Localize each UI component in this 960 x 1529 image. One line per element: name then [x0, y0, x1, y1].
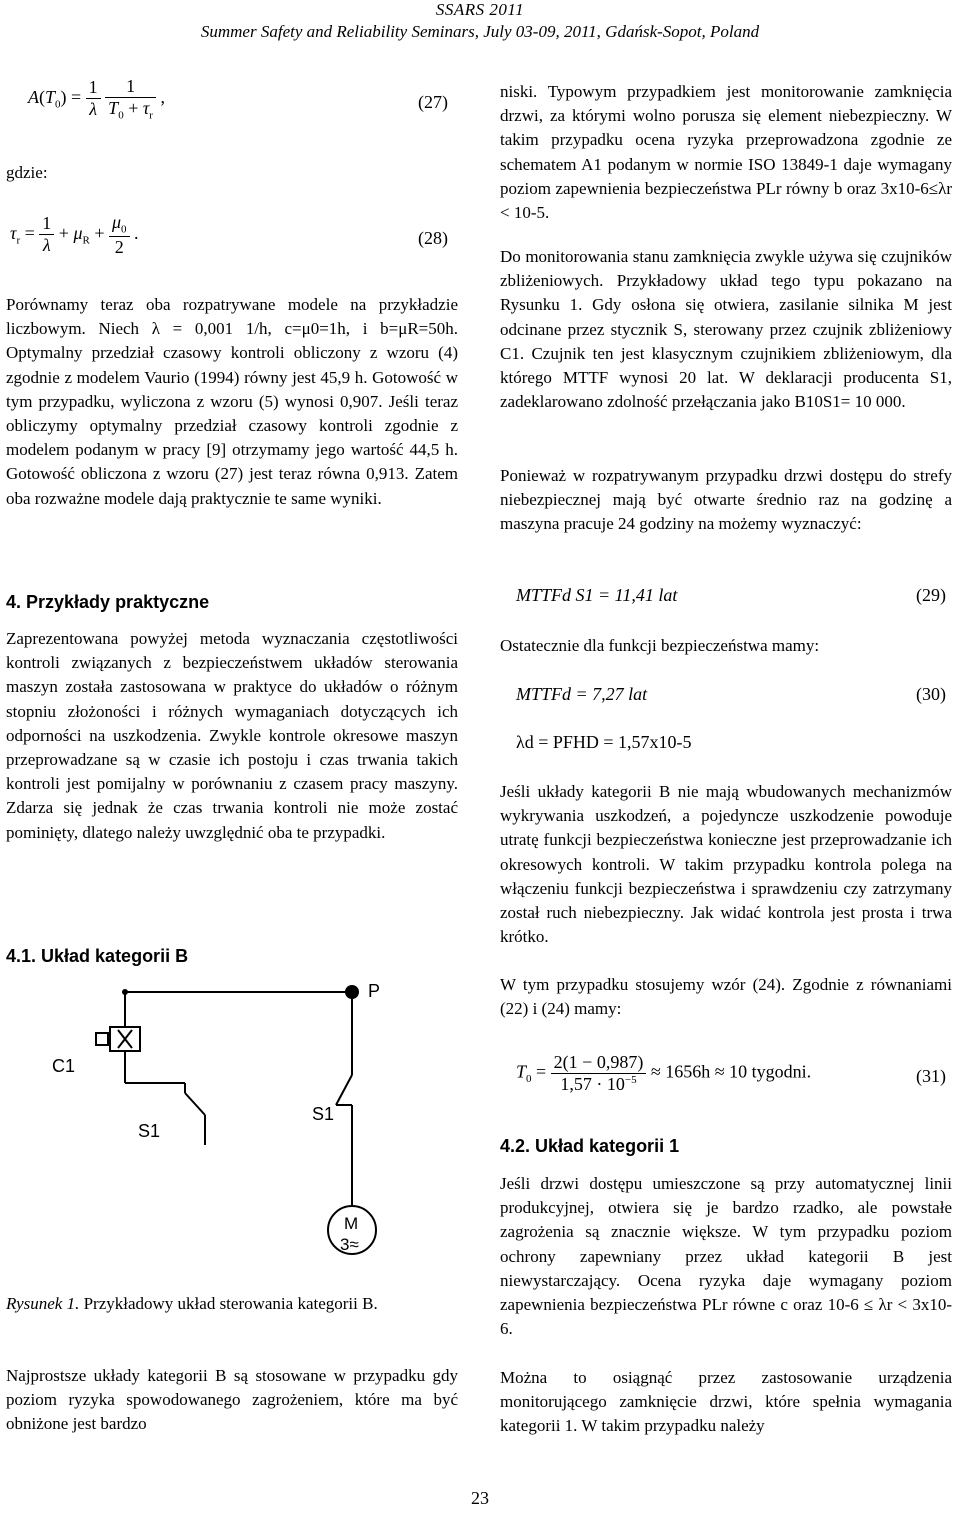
label-motor: M — [344, 1214, 359, 1233]
label-s1-right: S1 — [312, 1104, 335, 1124]
power-terminal — [345, 985, 359, 999]
equation-27-number: (27) — [418, 92, 448, 112]
left-paragraph-2: Zaprezentowana powyżej metoda wyznaczania częstotliwości kontroli związanych z bezpieczeństwem układów sterowania maszyn została zastosowana w praktyce do układów o różnym stopniu złożoności i różnych wymaganiach dotyczących ich odporności na uszkodzenia. Zwykle kontrole okresowe maszyn przeprowadzane są w czasie ich postoju i czas trwania takich kontroli jest pomijalny w porównaniu z czasem pracy maszyny. Zdarza się jednak że czas trwania kontroli nie może zostać pominięty, dlatego należy uwzględnić oba te przypadki. — [6, 629, 458, 842]
equation-lambda-d: λd = PFHD = 1,57x10-5 — [516, 732, 692, 752]
journal-title: SSARS 2011 — [435, 0, 525, 19]
caption-text: Przykładowy układ sterowania kategorii B. — [79, 1294, 378, 1313]
section-4-2-heading: 4.2. Układ kategorii 1 — [500, 1136, 680, 1156]
left-paragraph-3: Najprostsze układy kategorii B są stosowane w przypadku gdy poziom ryzyka spowodowanego zagrożeniem, które ma być obniżone jest bardzo — [6, 1366, 458, 1434]
caption-label: Rysunek 1. — [6, 1294, 80, 1313]
equation-27: $A(T_0)$ = $\frac{1}{\lambda}$ $\frac{1}{T_0 + \tau_r}$ , — [28, 76, 165, 122]
right-paragraph-6: W tym przypadku stosujemy wzór (24). Zgodnie z równaniami (22) i (24) mamy: — [500, 975, 952, 1019]
equation-31-number: (31) — [916, 1066, 946, 1086]
equation-29-number: (29) — [916, 585, 946, 605]
left-paragraph-1: Porównamy teraz oba rozpatrywane modele na przykładzie liczbowym. Niech λ = 0,001 1/h, c=μ0=1h, i b=μR=50h. Optymalny przedział czasowy kontroli obliczony z wzoru (4) zgodnie z modelem Vaurio (1994) równy jest 45,9 h. Gotowość w tym przypadku, wyliczona z wzoru (5) wynosi 0,907. Jeśli teraz obliczymy optymalny przedział czasowy kontroli zgodnie z modelem podanym w pracy [9] otrzymamy jego wartość 44,5 h. Gotowość obliczona z wzoru (27) jest teraz równa 0,913. Zatem oba rozważne modele dają praktycznie te same wyniki. — [6, 295, 458, 508]
equation-30-number: (30) — [916, 684, 946, 704]
conference-line: Summer Safety and Reliability Seminars, July 03-09, 2011, Gdańsk-Sopot, Poland — [200, 22, 760, 41]
right-paragraph-7: Jeśli drzwi dostępu umieszczone są przy automatycznej linii produkcyjnej, otwiera się je bardzo rzadko, ale powstałe zagrożenia są znacznie większe. W tym przypadku poziom ochrony zapewniany przez układ kategorii B jest niewystarczający. Ocena ryzyka daje wymagany poziom zapewnienia bezpieczeństwa PLr równe c oraz 10-6 ≤ λr < 3x10-6. — [500, 1174, 952, 1339]
right-paragraph-1: niski. Typowym przypadkiem jest monitorowanie zamknięcia drzwi, za którymi wolno porusza się element niebezpieczny. W takim przypadku ocena ryzyka przeprowadzona zgodnie ze schematem A1 podanym w normie ISO 13849-1 daje wymagany poziom zapewnienia bezpieczeństwa PLr równy b oraz 3x10-6≤λr < 10-5. — [500, 82, 952, 223]
equation-31-result: ≈ 1656h ≈ 10 tygodni. — [650, 1061, 812, 1082]
gdzie-label: gdzie: — [6, 163, 48, 182]
right-paragraph-5: Jeśli układy kategorii B nie mają wbudowanych mechanizmów wykrywania uszkodzeń, a pojedyncze uszkodzenie powoduje utratę funkcji bezpieczeństwa konieczne jest przeprowadzanie ich okresowych kontroli. W takim przypadku kontrola polega na włączeniu funkcji bezpieczeństwa i sprawdzeniu czy zatrzymany został ruch niebezpieczny. Jak widać kontrola jest prosta i trwa krótko. — [500, 782, 952, 947]
right-paragraph-4: Ostatecznie dla funkcji bezpieczeństwa mamy: — [500, 636, 820, 655]
equation-28-number: (28) — [418, 228, 448, 248]
label-s1-left: S1 — [138, 1121, 161, 1141]
section-4-1-heading: 4.1. Układ kategorii B — [6, 946, 189, 966]
contact-s1-left — [185, 1093, 205, 1115]
section-4-heading: 4. Przykłady praktyczne — [6, 592, 210, 612]
label-c1: C1 — [52, 1056, 76, 1076]
equation-29: MTTFd S1 = 11,41 lat — [516, 585, 678, 605]
control-circuit-diagram — [0, 975, 460, 1275]
equation-30: MTTFd = 7,27 lat — [516, 684, 648, 704]
equation-28: $\tau_r$ = $\frac{1}{\lambda}$ + $\mu_R$ + $\frac{\mu_0}{2}$ . — [10, 212, 139, 257]
page-number: 23 — [471, 1488, 489, 1508]
right-paragraph-2: Do monitorowania stanu zamknięcia zwykle używa się czujników zbliżeniowych. Przykładowy układ tego typu pokazano na Rysunku 1. Gdy osłona się otwiera, zasilanie silnika M jest odcinane przez stycznik S, sterowany przez czujnik zbliżeniowy C1. Czujnik ten jest klasycznym czujnikiem zbliżeniowym, dla którego MTTF wynosi 20 lat. W deklaracji producenta S1, zadeklarowano zdolność przełączania jako B10S1= 10 000. — [500, 247, 952, 412]
equation-31: $T_0$ = $\frac{2(1 - 0,987)}{1,57 \cdot 10^{-5}}$ ≈ 1656h ≈ 10 tygodni. — [516, 1052, 812, 1094]
figure-caption — [6, 1292, 458, 1316]
right-paragraph-3: Ponieważ w rozpatrywanym przypadku drzwi dostępu do strefy niebezpiecznej mają być otwarte średnio raz na godzinę a maszyna pracuje 24 godziny na możemy wyznaczyć: — [500, 466, 952, 534]
contact-s1-right — [336, 1075, 352, 1105]
label-motor-3phase: 3≈ — [340, 1235, 359, 1254]
right-paragraph-8: Można to osiągnąć przez zastosowanie urządzenia monitorującego zamknięcie drzwi, które spełnia wymagania kategorii 1. W takim przypadku należy — [500, 1368, 952, 1436]
label-p: P — [368, 981, 381, 1001]
